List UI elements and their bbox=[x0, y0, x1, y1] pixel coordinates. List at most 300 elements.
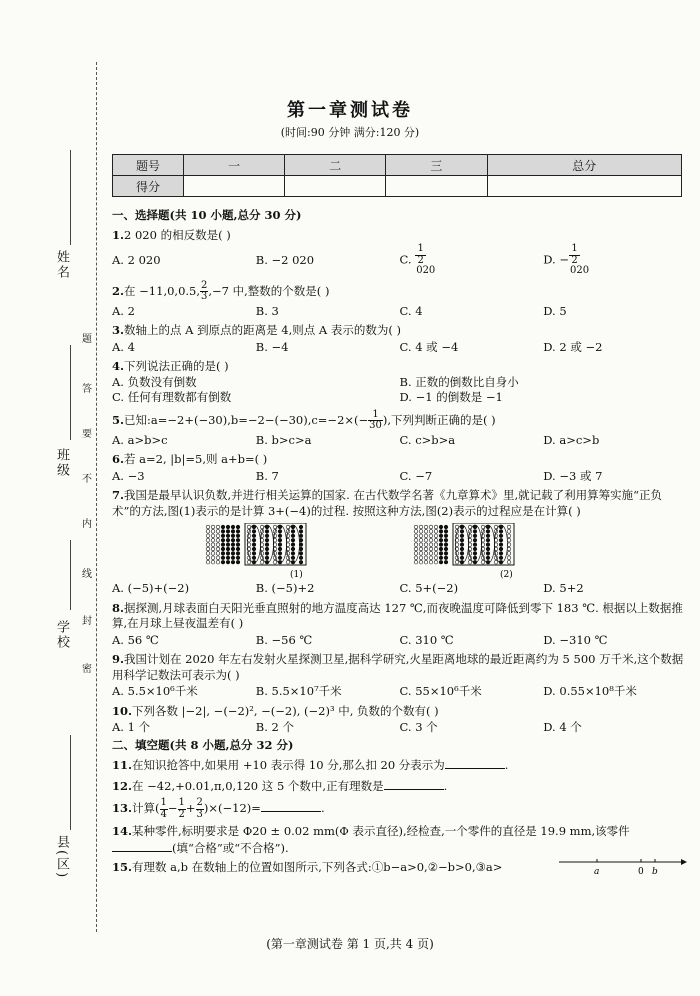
rod-bead bbox=[439, 539, 443, 543]
score-head-cell: 总分 bbox=[487, 155, 681, 176]
question-6: 6.若 a=2, |b|=5,则 a+b=( ) A. −3 B. 7 C. −7 D. −3 或 7 bbox=[112, 452, 687, 484]
option-d: D. 4 个 bbox=[543, 720, 582, 735]
option-d: D. a>c>b bbox=[543, 432, 600, 447]
rod-bead bbox=[236, 539, 240, 543]
rod-bead bbox=[419, 561, 423, 565]
rod-bead bbox=[236, 547, 240, 551]
rod-bead bbox=[278, 561, 282, 565]
rod-bead bbox=[439, 547, 443, 551]
rod-bead bbox=[499, 530, 503, 534]
rod-bead bbox=[486, 530, 490, 534]
rod-bead bbox=[252, 539, 256, 543]
rod-bead bbox=[444, 534, 448, 538]
rod-bead bbox=[291, 561, 295, 565]
score-head-cell: 二 bbox=[285, 155, 386, 176]
rod-bead bbox=[299, 556, 303, 560]
exam-title: 第一章测试卷 bbox=[287, 100, 413, 121]
rod-bead bbox=[273, 552, 277, 556]
rod-bead bbox=[221, 561, 225, 565]
score-cell[interactable] bbox=[285, 176, 386, 197]
rod-bead bbox=[499, 552, 503, 556]
rod-bead bbox=[226, 552, 230, 556]
rod-bead bbox=[499, 561, 503, 565]
rod-bead bbox=[419, 552, 423, 556]
rod-bead bbox=[226, 547, 230, 551]
score-head-cell: 一 bbox=[184, 155, 285, 176]
rod-bead bbox=[231, 539, 235, 543]
rod-bead bbox=[486, 556, 490, 560]
rod-bead bbox=[226, 561, 230, 565]
option-b: B. −4 bbox=[255, 339, 289, 354]
rod-bead bbox=[444, 552, 448, 556]
rod-bead bbox=[434, 539, 438, 543]
rod-bead bbox=[221, 543, 225, 547]
option-a: A. 2 020 bbox=[112, 252, 161, 267]
class-line bbox=[70, 345, 71, 440]
rod-bead bbox=[429, 539, 433, 543]
question-15: 15.有理数 a,b 在数轴上的位置如图所示,下列各式:①b−a>0,②−b>0,③a> a 0 b bbox=[112, 860, 687, 876]
option-c: C. 4 bbox=[399, 303, 423, 318]
rod-bead bbox=[499, 539, 503, 543]
rod-bead bbox=[414, 543, 418, 547]
rod-bead bbox=[419, 547, 423, 551]
rod-bead bbox=[499, 547, 503, 551]
name-line bbox=[70, 150, 71, 245]
rod-bead bbox=[221, 534, 225, 538]
question-1 bbox=[112, 228, 687, 277]
question-8: 8.据探测,月球表面白天阳光垂直照射的地方温度高达 127 ℃,而夜晚温度可降低到零下 183 ℃. 根据以上数据推算,在月球上昼夜温差有( ) A. 56 ℃ B. −56 ℃ C. 310 ℃ D. −310 ℃ bbox=[112, 601, 687, 649]
option-c: C. 4 或 −4 bbox=[399, 339, 459, 354]
rod-bead bbox=[473, 552, 477, 556]
rod-bead bbox=[206, 543, 210, 547]
rod-bead bbox=[434, 556, 438, 560]
rod-bead bbox=[278, 534, 282, 538]
rod-bead bbox=[473, 525, 477, 529]
rod-bead bbox=[414, 534, 418, 538]
rod-bead bbox=[434, 530, 438, 534]
rod-bead bbox=[299, 561, 303, 565]
rod-bead bbox=[291, 534, 295, 538]
option-d: D. 2 或 −2 bbox=[543, 339, 603, 354]
question-10: 10.下列各数 |−2|, −(−2)², −(−2), (−2)³ 中, 负数的个数有( ) A. 1 个 B. 2 个 C. 3 个 D. 4 个 bbox=[112, 704, 687, 736]
option-b: B. 5.5×10⁷千米 bbox=[255, 684, 342, 699]
counting-rods-figure bbox=[112, 523, 687, 579]
score-row-label: 得分 bbox=[113, 176, 184, 197]
option-b: B. b>c>a bbox=[255, 432, 312, 447]
rod-bead bbox=[439, 556, 443, 560]
rod-bead bbox=[429, 525, 433, 529]
rod-bead bbox=[460, 552, 464, 556]
rod-bead bbox=[429, 534, 433, 538]
option-b: B. 7 bbox=[255, 468, 279, 483]
score-table bbox=[112, 154, 682, 197]
seal-char: 不 bbox=[82, 474, 92, 485]
number-line bbox=[557, 854, 687, 878]
rod-bead bbox=[265, 552, 269, 556]
rod-bead bbox=[231, 547, 235, 551]
rod-bead bbox=[444, 543, 448, 547]
option-c: C. 3 个 bbox=[399, 720, 438, 735]
rod-bead bbox=[216, 539, 220, 543]
rod-bead bbox=[486, 539, 490, 543]
option-a: A. 4 bbox=[112, 339, 135, 354]
rod-bead bbox=[507, 561, 511, 565]
rod-bead bbox=[236, 525, 240, 529]
rod-bead bbox=[424, 539, 428, 543]
rod-bead bbox=[419, 534, 423, 538]
rod-bead bbox=[460, 539, 464, 543]
rod-bead bbox=[455, 552, 459, 556]
rod-bead bbox=[455, 561, 459, 565]
question-text: 2 020 的相反数是( ) bbox=[124, 227, 231, 242]
option-a: A. (−5)+(−2) bbox=[112, 581, 190, 596]
rod-bead bbox=[221, 530, 225, 534]
rod-bead bbox=[414, 539, 418, 543]
figure-caption: (2) bbox=[500, 570, 513, 580]
rod-bead bbox=[444, 525, 448, 529]
option-a: A. 负数没有倒数 bbox=[112, 374, 197, 389]
rod-bead bbox=[291, 530, 295, 534]
question-11: 11.在知识抢答中,如果用 +10 表示得 10 分,那么扣 20 分表示为 . bbox=[112, 758, 509, 773]
option-b: B. −2 020 bbox=[255, 252, 315, 267]
rod-bead bbox=[252, 556, 256, 560]
rod-bead bbox=[299, 552, 303, 556]
option-d: D. 0.55×10⁸千米 bbox=[543, 684, 637, 699]
rod-bead bbox=[216, 543, 220, 547]
rod-bead bbox=[414, 530, 418, 534]
rod-bead bbox=[291, 525, 295, 529]
class-label: 班级 bbox=[54, 448, 69, 478]
rod-bead bbox=[299, 525, 303, 529]
rod-bead bbox=[216, 561, 220, 565]
rod-bead bbox=[434, 547, 438, 551]
rod-bead bbox=[424, 556, 428, 560]
rod-bead bbox=[252, 534, 256, 538]
rod-bead bbox=[460, 543, 464, 547]
rod-bead bbox=[226, 543, 230, 547]
rod-bead bbox=[252, 552, 256, 556]
rod-bead bbox=[221, 556, 225, 560]
rod-bead bbox=[236, 534, 240, 538]
rod-bead bbox=[299, 547, 303, 551]
name-label: 姓名 bbox=[54, 250, 69, 280]
rod-bead bbox=[231, 534, 235, 538]
page-footer: (第一章测试卷 第 1 页,共 4 页) bbox=[266, 937, 434, 951]
rod-bead bbox=[481, 561, 485, 565]
rod-bead bbox=[211, 539, 215, 543]
rod-bead bbox=[286, 552, 290, 556]
rod-bead bbox=[434, 543, 438, 547]
question-3: 3.数轴上的点 A 到原点的距离是 4,则点 A 表示的数为( ) A. 4 B. −4 C. 4 或 −4 D. 2 或 −2 bbox=[112, 323, 687, 355]
number-line-label-0: 0 bbox=[638, 867, 644, 878]
rod-bead bbox=[206, 530, 210, 534]
rod-bead bbox=[419, 543, 423, 547]
option-c: C. 55×10⁶千米 bbox=[399, 684, 482, 699]
rod-bead bbox=[206, 547, 210, 551]
question-14: 14.某种零件,标明要求是 Φ20 ± 0.02 mm(Φ 表示直径),经检查,一个零件的直径是 19.9 mm,该零件 (填“合格”或“不合格”). bbox=[112, 824, 630, 855]
option-a: A. 5.5×10⁶千米 bbox=[112, 684, 198, 699]
rod-bead bbox=[211, 556, 215, 560]
rod-bead bbox=[206, 539, 210, 543]
school-label: 学校 bbox=[54, 620, 69, 650]
rod-bead bbox=[211, 543, 215, 547]
rod-bead bbox=[299, 530, 303, 534]
rod-bead bbox=[444, 561, 448, 565]
rod-bead bbox=[473, 543, 477, 547]
rod-bead bbox=[486, 534, 490, 538]
rod-bead bbox=[429, 543, 433, 547]
option-d: D. −3 或 7 bbox=[543, 468, 603, 483]
rod-bead bbox=[507, 547, 511, 551]
rod-bead bbox=[216, 525, 220, 529]
rod-bead bbox=[211, 534, 215, 538]
rod-bead bbox=[414, 525, 418, 529]
rod-bead bbox=[252, 543, 256, 547]
question-4: 4.下列说法正确的是( ) A. 负数没有倒数 B. 正数的倒数比自身小 C. 任何有理数都有倒数 D. −1 的倒数是 −1 bbox=[112, 359, 687, 406]
rod-bead bbox=[265, 539, 269, 543]
rod-bead bbox=[424, 530, 428, 534]
rod-bead bbox=[211, 530, 215, 534]
rod-bead bbox=[236, 561, 240, 565]
rod-bead bbox=[439, 552, 443, 556]
rod-bead bbox=[216, 530, 220, 534]
option-b: B. 正数的倒数比自身小 bbox=[399, 374, 519, 389]
rod-bead bbox=[507, 556, 511, 560]
question-5: 5.已知:a=−2+(−30),b=−2−(−30),c=−2×(− $\frac{1}{30}$ ),下列判断正确的是( ) A. a>b>c B. b>c>a C. c>b>a D. a>c>b bbox=[112, 410, 687, 449]
option-b: B. 3 bbox=[255, 303, 279, 318]
section-heading-fill: 二、填空题(共 8 小题,总分 32 分) bbox=[112, 737, 294, 752]
rod-bead bbox=[291, 556, 295, 560]
exam-subtitle: (时间:90 分钟 满分:120 分) bbox=[280, 126, 420, 139]
seal-char: 答 bbox=[82, 384, 92, 395]
rod-bead bbox=[460, 556, 464, 560]
rod-bead bbox=[499, 556, 503, 560]
option-c: C. 310 ℃ bbox=[399, 632, 454, 647]
rod-bead bbox=[486, 561, 490, 565]
rod-bead bbox=[460, 534, 464, 538]
rod-bead bbox=[221, 525, 225, 529]
rod-bead bbox=[236, 543, 240, 547]
rod-bead bbox=[414, 547, 418, 551]
rod-bead bbox=[486, 552, 490, 556]
option-a: A. 56 ℃ bbox=[112, 632, 159, 647]
rod-bead bbox=[414, 556, 418, 560]
rod-bead bbox=[424, 561, 428, 565]
rod-bead bbox=[260, 561, 264, 565]
section-heading-choice: 一、选择题(共 10 小题,总分 30 分) bbox=[112, 208, 302, 222]
rod-bead bbox=[473, 539, 477, 543]
number-line-label-b: b bbox=[652, 867, 658, 878]
rod-bead bbox=[216, 552, 220, 556]
rod-bead bbox=[429, 530, 433, 534]
rod-bead bbox=[439, 530, 443, 534]
rod-bead bbox=[460, 530, 464, 534]
rod-bead bbox=[473, 530, 477, 534]
rod-bead bbox=[429, 556, 433, 560]
rod-bead bbox=[439, 561, 443, 565]
rod-bead bbox=[221, 539, 225, 543]
rod-bead bbox=[434, 561, 438, 565]
question-13: 13.计算( $\frac{1}{4}$ − $\frac{1}{2}$ + $\frac{2}{3}$ )×(−12)= . bbox=[112, 797, 325, 820]
rod-bead bbox=[414, 561, 418, 565]
rod-bead bbox=[252, 530, 256, 534]
rod-bead bbox=[291, 552, 295, 556]
rod-bead bbox=[231, 525, 235, 529]
rod-bead bbox=[252, 525, 256, 529]
rod-bead bbox=[247, 552, 251, 556]
number-line-label-a: a bbox=[594, 867, 600, 878]
rod-bead bbox=[468, 552, 472, 556]
rod-bead bbox=[278, 530, 282, 534]
rod-bead bbox=[252, 547, 256, 551]
rod-bead bbox=[414, 552, 418, 556]
rod-bead bbox=[236, 530, 240, 534]
score-head-cell: 题号 bbox=[113, 155, 184, 176]
rod-bead bbox=[211, 525, 215, 529]
rod-bead bbox=[486, 543, 490, 547]
figure-caption: (1) bbox=[290, 570, 303, 580]
rod-bead bbox=[247, 561, 251, 565]
rod-bead bbox=[424, 547, 428, 551]
rod-bead bbox=[473, 561, 477, 565]
option-d: D. 5 bbox=[543, 303, 567, 318]
seal-char: 内 bbox=[82, 519, 92, 530]
rod-bead bbox=[216, 556, 220, 560]
rod-bead bbox=[278, 539, 282, 543]
rod-bead bbox=[468, 561, 472, 565]
rod-bead bbox=[226, 556, 230, 560]
rod-bead bbox=[265, 534, 269, 538]
county-line bbox=[70, 735, 71, 830]
answer-blank[interactable] bbox=[445, 757, 505, 769]
rod-bead bbox=[291, 539, 295, 543]
rod-bead bbox=[439, 525, 443, 529]
rod-bead bbox=[507, 552, 511, 556]
rod-bead bbox=[206, 552, 210, 556]
rod-bead bbox=[226, 530, 230, 534]
rod-bead bbox=[226, 539, 230, 543]
rod-bead bbox=[444, 547, 448, 551]
rod-bead bbox=[286, 561, 290, 565]
rod-bead bbox=[424, 552, 428, 556]
rod-bead bbox=[473, 534, 477, 538]
rod-bead bbox=[231, 552, 235, 556]
option-c: C. −7 bbox=[399, 468, 433, 483]
rod-bead bbox=[434, 534, 438, 538]
score-head-cell: 三 bbox=[386, 155, 487, 176]
rod-bead bbox=[299, 534, 303, 538]
rod-bead bbox=[278, 525, 282, 529]
option-a: A. 1 个 bbox=[112, 720, 151, 735]
rod-bead bbox=[265, 561, 269, 565]
rod-bead bbox=[499, 525, 503, 529]
rod-bead bbox=[265, 543, 269, 547]
option-a: A. a>b>c bbox=[112, 432, 168, 447]
binding-dashed-line bbox=[96, 62, 97, 932]
rod-bead bbox=[231, 556, 235, 560]
rod-bead bbox=[494, 552, 498, 556]
score-cell[interactable] bbox=[184, 176, 285, 197]
rod-bead bbox=[265, 556, 269, 560]
county-label: 县(区) bbox=[54, 835, 69, 880]
option-b: B. −56 ℃ bbox=[255, 632, 313, 647]
option-d: D. −310 ℃ bbox=[543, 632, 608, 647]
option-d: D. 5+2 bbox=[543, 581, 584, 596]
rod-bead bbox=[419, 525, 423, 529]
rod-bead bbox=[419, 539, 423, 543]
rod-bead bbox=[231, 561, 235, 565]
rod-bead bbox=[486, 547, 490, 551]
seal-char: 密 bbox=[82, 664, 92, 675]
rod-bead bbox=[291, 543, 295, 547]
question-9: 9.我国计划在 2020 年左右发射火星探测卫星,据科学研究,火星距离地球的最近距离约为 5 500 万千米,这个数据用科学记数法可表示为( ) A. 5.5×10⁶千米 B. 5.5×10⁷千米 C. 55×10⁶千米 D. 0.55×10⁸千米 bbox=[112, 652, 687, 700]
rod-bead bbox=[429, 547, 433, 551]
rod-bead bbox=[291, 547, 295, 551]
option-c: C. $\frac{1}{2 020}$ bbox=[399, 243, 436, 277]
counting-rods-svg bbox=[112, 523, 687, 579]
rod-bead bbox=[486, 525, 490, 529]
option-d: D. − $\frac{1}{2 020}$ bbox=[543, 243, 590, 277]
rod-bead bbox=[226, 534, 230, 538]
rod-bead bbox=[473, 547, 477, 551]
rod-bead bbox=[499, 534, 503, 538]
rod-bead bbox=[278, 547, 282, 551]
option-a: A. 2 bbox=[112, 303, 135, 318]
rod-bead bbox=[236, 556, 240, 560]
answer-blank[interactable] bbox=[384, 778, 444, 790]
rod-bead bbox=[424, 543, 428, 547]
rod-bead bbox=[429, 561, 433, 565]
seal-char: 线 bbox=[82, 569, 92, 580]
rod-bead bbox=[211, 547, 215, 551]
option-c: C. 任何有理数都有倒数 bbox=[112, 390, 232, 405]
rod-bead bbox=[260, 552, 264, 556]
rod-bead bbox=[444, 556, 448, 560]
option-b: B. (−5)+2 bbox=[255, 581, 315, 596]
rod-bead bbox=[265, 547, 269, 551]
rod-bead bbox=[265, 530, 269, 534]
answer-blank[interactable] bbox=[261, 800, 321, 812]
rod-bead bbox=[424, 534, 428, 538]
rod-bead bbox=[507, 530, 511, 534]
rod-bead bbox=[252, 561, 256, 565]
seal-char: 封 bbox=[82, 616, 92, 627]
rod-bead bbox=[206, 534, 210, 538]
rod-bead bbox=[231, 530, 235, 534]
score-cell[interactable] bbox=[487, 176, 681, 197]
rod-bead bbox=[206, 525, 210, 529]
option-c: C. 5+(−2) bbox=[399, 581, 459, 596]
option-d: D. −1 的倒数是 −1 bbox=[399, 390, 503, 405]
answer-blank[interactable] bbox=[112, 840, 172, 852]
question-content bbox=[112, 206, 687, 876]
rod-bead bbox=[273, 561, 277, 565]
rod-bead bbox=[419, 556, 423, 560]
rod-bead bbox=[231, 543, 235, 547]
question-2: 2.在 −11,0,0.5, $\frac{2}{3}$ ,−7 中,整数的个数是( ) A. 2 B. 3 C. 4 D. 5 bbox=[112, 281, 687, 320]
question-7: 7.我国是最早认识负数,并进行相关运算的国家. 在古代数学名著《九章算术》里,就记载了利用算筹实施“正负术”的方法,图(1)表示的是计算 3+(−4)的过程. 按照这种方法,图(2)表示的过程应是在计算( ) (1) (2) A. (−5)+(−2) B. (−5)+2 C. 5+(−2) D. 5+2 bbox=[112, 488, 687, 597]
rod-bead bbox=[211, 552, 215, 556]
rod-bead bbox=[439, 534, 443, 538]
rod-bead bbox=[221, 547, 225, 551]
seal-char: 要 bbox=[82, 429, 92, 440]
question-12: 12.在 −42,+0.01,π,0,120 这 5 个数中,正有理数是 . bbox=[112, 778, 448, 793]
rod-bead bbox=[278, 543, 282, 547]
question-number: 1. bbox=[112, 227, 125, 242]
rod-bead bbox=[216, 547, 220, 551]
rod-bead bbox=[499, 543, 503, 547]
score-cell[interactable] bbox=[386, 176, 487, 197]
